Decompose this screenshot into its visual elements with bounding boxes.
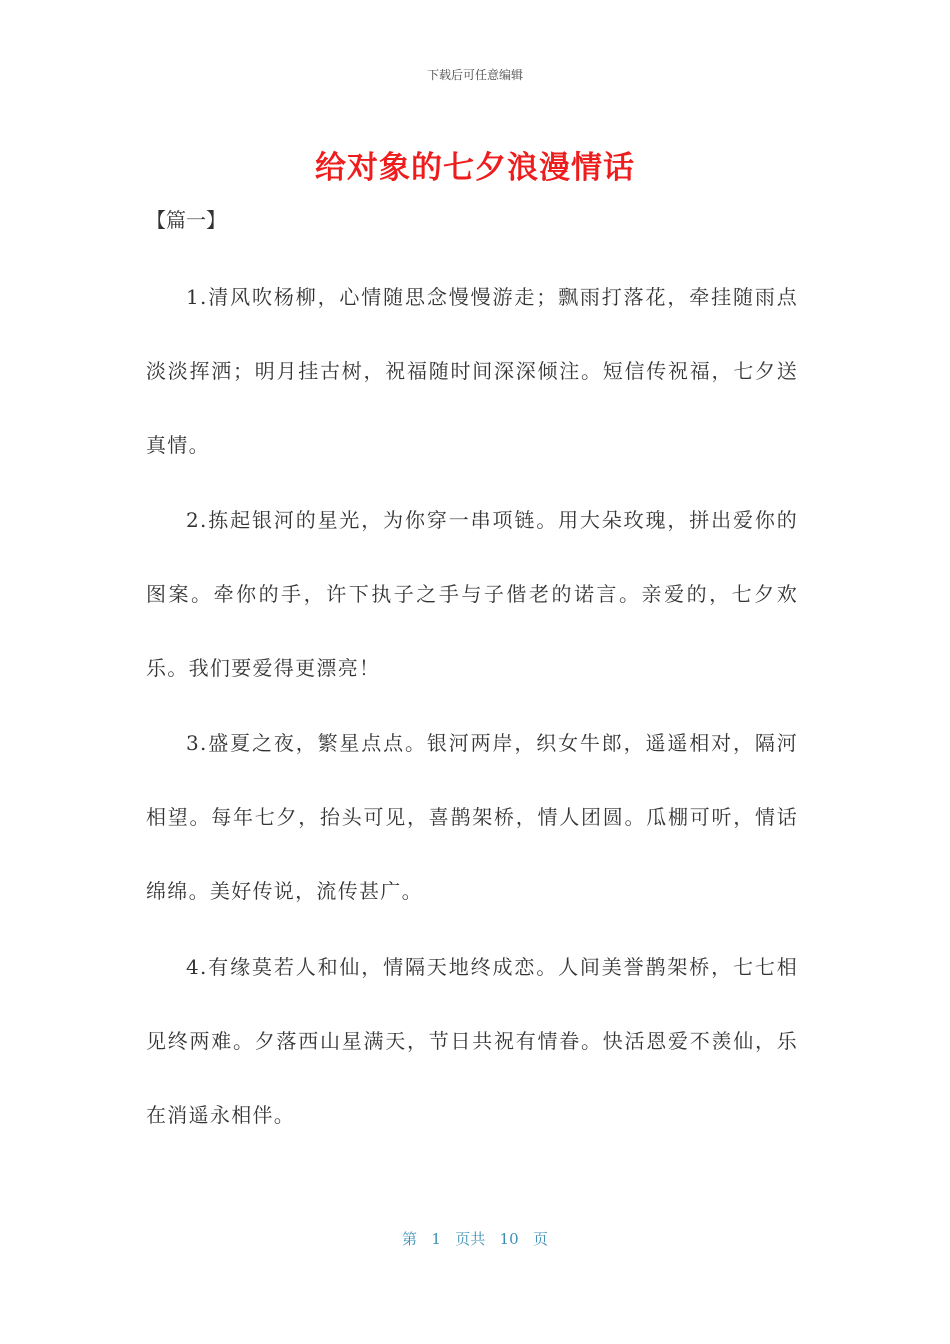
section-heading: 【篇一】 bbox=[146, 208, 226, 232]
page-footer bbox=[0, 1228, 950, 1249]
paragraph-3: 3.盛夏之夜，繁星点点。银河两岸，织女牛郎，遥遥相对，隔河相望。每年七夕，抬头可见，喜鹊架桥，情人团圆。瓜棚可听，情话绵绵。美好传说，流传甚广。 bbox=[146, 731, 798, 903]
header-note: 下载后可任意编辑 bbox=[426, 68, 523, 82]
footer-prefix: 第 bbox=[402, 1230, 418, 1248]
paragraph-4: 4.有缘莫若人和仙，情隔天地终成恋。人间美誉鹊架桥，七七相见终两难。夕落西山星满天，节日共祝有情眷。快活恩爱不羡仙，乐在消遥永相伴。 bbox=[146, 955, 798, 1127]
footer-total-pages: 10 bbox=[499, 1230, 519, 1248]
paragraph-1: 1.清风吹杨柳，心情随思念慢慢游走；飘雨打落花，牵挂随雨点淡淡挥洒；明月挂古树，祝福随时间深深倾注。短信传祝福，七夕送真情。 bbox=[146, 285, 798, 457]
paragraph-2: 2.拣起银河的星光，为你穿一串项链。用大朵玫瑰，拼出爱你的图案。牵你的手，许下执子之手与子偕老的诺言。亲爱的，七夕欢乐。我们要爱得更漂亮！ bbox=[146, 508, 798, 680]
footer-current-page: 1 bbox=[431, 1230, 441, 1248]
footer-suffix: 页 bbox=[532, 1230, 548, 1248]
footer-middle: 页共 bbox=[455, 1230, 486, 1248]
document-title: 给对象的七夕浪漫情话 bbox=[315, 150, 635, 186]
